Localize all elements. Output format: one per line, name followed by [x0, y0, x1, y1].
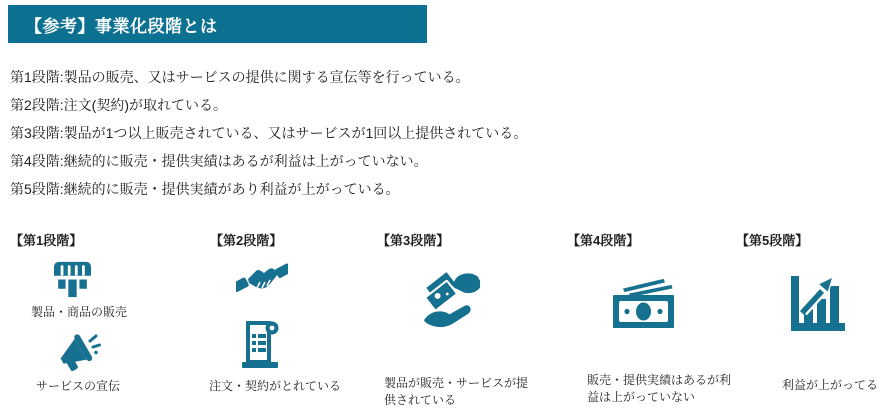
stage-5-label: 【第5段階】	[736, 233, 809, 248]
stage-description-3: 第3段階:製品が1つ以上販売されている、又はサービスが1回以上提供されている。	[10, 125, 528, 141]
stage-description-1: 第1段階:製品の販売、又はサービスの提供に関する宣伝等を行っている。	[10, 69, 470, 85]
hand-receiving-money-icon	[418, 272, 481, 335]
stage-1-label: 【第1段階】	[10, 233, 83, 248]
stage-2-caption: 注文・契約がとれている	[209, 379, 342, 393]
stage-1-caption-top: 製品・商品の販売	[31, 305, 128, 319]
stage-descriptions	[10, 63, 870, 203]
stage-4-caption: 販売・提供実績はあるが利益は上がっていない	[587, 373, 732, 404]
stage-3-caption: 製品が販売・サービスが提供されている	[384, 376, 529, 407]
stage-2-label: 【第2段階】	[210, 233, 283, 248]
stage-description-5: 第5段階:継続的に販売・提供実績があり利益が上がっている。	[10, 181, 400, 197]
stage-1-caption-bottom: サービスの宣伝	[36, 379, 121, 393]
page-title: 【参考】事業化段階とは	[25, 16, 218, 36]
banknotes-icon	[610, 276, 678, 332]
stage-5-caption: 利益が上がってる	[782, 378, 879, 392]
contract-scroll-icon	[238, 317, 282, 369]
stage-description-2: 第2段階:注文(契約)が取れている。	[10, 97, 227, 113]
rising-bar-chart-icon	[789, 274, 847, 334]
handshake-icon	[236, 263, 288, 297]
stage-4-label: 【第4段階】	[567, 233, 640, 248]
stage-3-label: 【第3段階】	[377, 233, 450, 248]
megaphone-icon	[57, 332, 101, 372]
page-title-bar	[8, 5, 427, 43]
stage-description-4: 第4段階:継続的に販売・提供実績はあるが利益は上がっていない。	[10, 153, 428, 169]
storefront-icon	[54, 261, 91, 298]
